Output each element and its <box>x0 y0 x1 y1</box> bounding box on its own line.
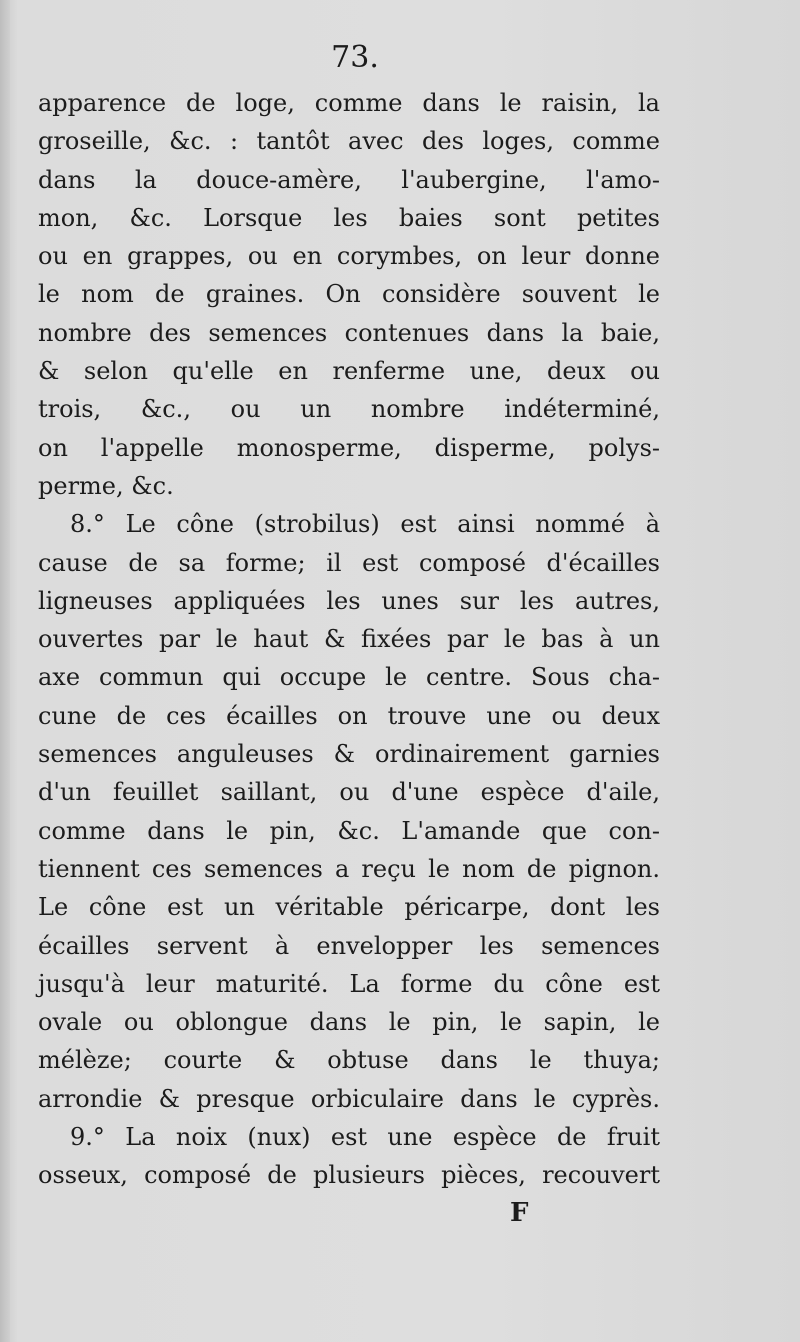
text-line: apparence de loge, comme dans le raisin, la <box>38 89 660 117</box>
text-line: le nom de graines. On considère souvent le <box>38 280 660 309</box>
text-line: semences anguleuses & ordinairement garnies <box>38 740 660 769</box>
text-line: cune de ces écailles on trouve une ou deux <box>38 701 660 730</box>
text-line: écailles servent à envelopper les semences <box>38 931 660 960</box>
text-line: tiennent ces semences a reçu le nom de pignon. <box>38 854 660 883</box>
text-line: perme, &c. <box>38 471 174 500</box>
text-line: groseille, &c. : tantôt avec des loges, comme <box>38 127 660 156</box>
text-line: 9.° La noix (nux) est une espèce de fruit <box>70 1123 660 1152</box>
page-number: 73. <box>331 40 379 75</box>
text-line: ouvertes par le haut & fixées par le bas à un <box>38 625 660 654</box>
text-line: comme dans le pin, &c. L'amande que con- <box>38 816 660 845</box>
text-line: ovale ou oblongue dans le pin, le sapin, le <box>38 1008 660 1037</box>
text-line: trois, &c., ou un nombre indéterminé, <box>38 395 660 424</box>
text-line: d'un feuillet saillant, ou d'une espèce d'aile, <box>38 778 660 807</box>
text-line: Le cône est un véritable péricarpe, dont les <box>38 893 660 922</box>
text-line: dans la douce-amère, l'aubergine, l'amo- <box>38 165 660 194</box>
text-line: cause de sa forme; il est composé d'écailles <box>38 548 660 577</box>
text-line: on l'appelle monosperme, disperme, polys- <box>38 433 660 462</box>
text-line: axe commun qui occupe le centre. Sous cha- <box>38 663 660 692</box>
text-line: osseux, composé de plusieurs pièces, recouvert <box>38 1161 660 1190</box>
text-line: nombre des semences contenues dans la baie, <box>38 318 660 347</box>
body-text <box>38 84 660 1195</box>
text-line: jusqu'à leur maturité. La forme du cône est <box>38 969 660 998</box>
text-line: ou en grappes, ou en corymbes, on leur donne <box>38 242 660 271</box>
text-line: ligneuses appliquées les unes sur les autres, <box>38 586 660 615</box>
page-gutter <box>0 0 10 1342</box>
text-line: mon, &c. Lorsque les baies sont petites <box>38 203 660 232</box>
signature-mark: F <box>510 1198 529 1228</box>
text-line: mélèze; courte & obtuse dans le thuya; <box>38 1046 660 1075</box>
text-line: & selon qu'elle en renferme une, deux ou <box>38 357 660 386</box>
text-line: arrondie & presque orbiculaire dans le cyprès. <box>38 1084 660 1113</box>
text-line: 8.° Le cône (strobilus) est ainsi nommé à <box>70 510 660 539</box>
